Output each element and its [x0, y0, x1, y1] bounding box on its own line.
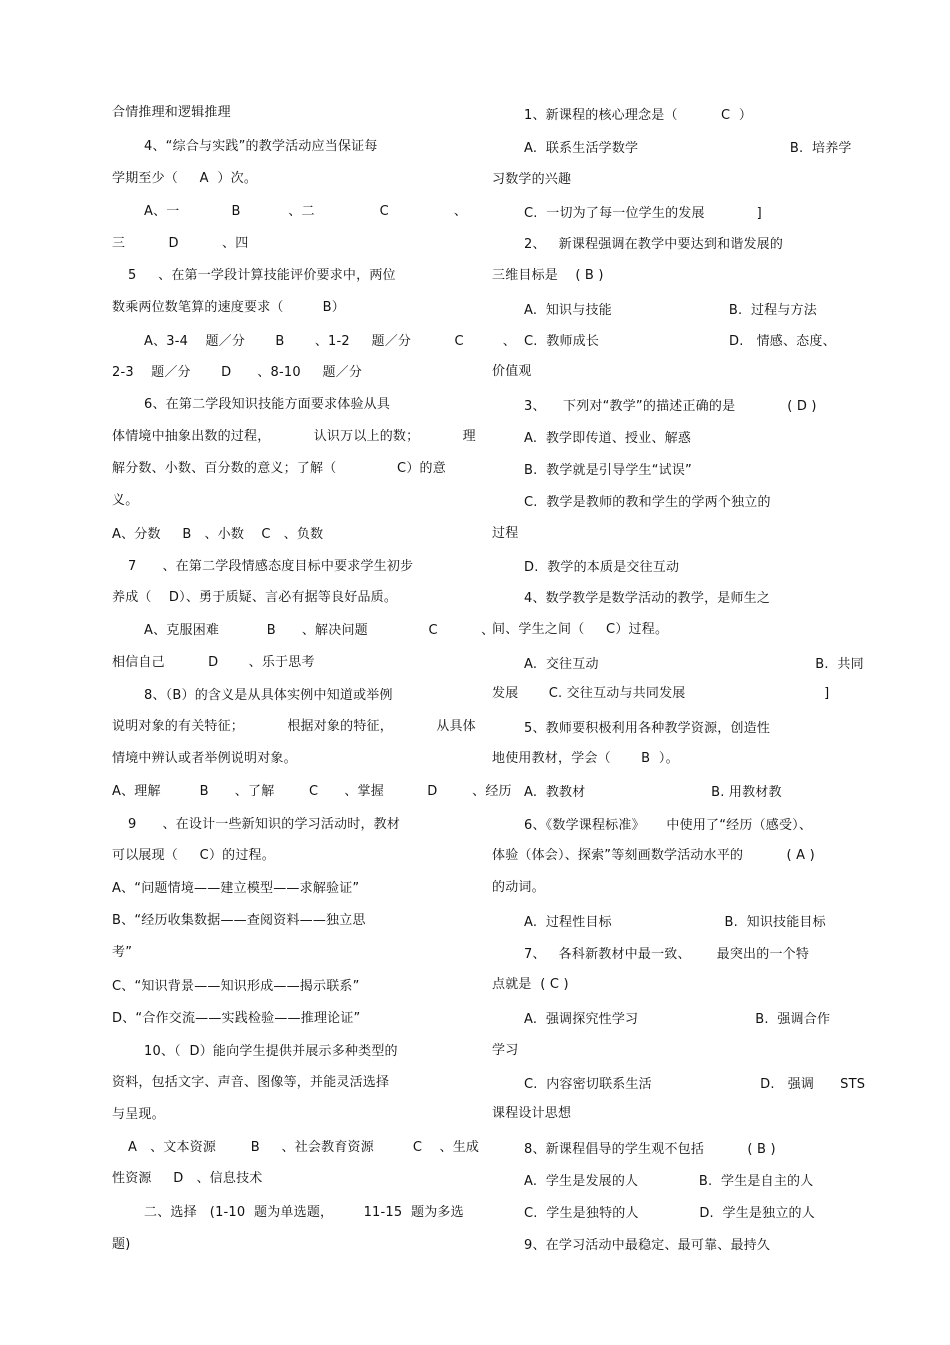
left-column-line: 7 、在第二学段情感态度目标中要求学生初步 [128, 559, 414, 574]
right-column-line: A. 教学即传道、授业、解惑 [524, 431, 692, 446]
left-column-line: 可以展现（ C）的过程。 [112, 848, 275, 863]
left-column-line: 合情推理和逻辑推理 [112, 105, 231, 120]
right-column-line: 习数学的兴趣 [492, 172, 572, 187]
left-column-line: A、“问题情境——建立模型——求解验证” [112, 881, 360, 896]
left-column-line: 2-3 题／分 D 、8-10 题／分 [112, 365, 363, 380]
right-column-line: A. 联系生活学数学 B. 培养学 [524, 141, 852, 156]
left-column-line: A 、文本资源 B 、社会教育资源 C 、生成 [128, 1140, 480, 1155]
right-column-line: A. 强调探究性学习 B. 强调合作 [524, 1012, 831, 1027]
right-column-line: A. 知识与技能 B. 过程与方法 [524, 303, 817, 318]
right-column-line: 三维目标是 ( B ) [492, 268, 604, 283]
left-column-line: 说明对象的有关特征； 根据对象的特征， 从具体 [112, 719, 476, 734]
right-column-line: 3、 下列对“教学”的描述正确的是 ( D ) [524, 399, 817, 414]
left-column-line: 8、（B）的含义是从具体实例中知道或举例 [144, 688, 393, 703]
left-column-line: 义。 [112, 493, 139, 508]
left-column-line: 4、“综合与实践”的教学活动应当保证每 [144, 139, 378, 154]
left-column-line: A、克服困难 B 、解决问题 C 、 [144, 623, 495, 638]
right-column-line: A. 教教材 B. 用教材教 [524, 785, 782, 800]
left-column-line: 相信自己 D 、乐于思考 [112, 655, 315, 670]
right-column-line: 过程 [492, 526, 519, 541]
left-column-line: 考” [112, 945, 133, 960]
right-column-line: 发展 C. 交往互动与共同发展 ] [492, 686, 830, 701]
right-column-line: 9、在学习活动中最稳定、最可靠、最持久 [524, 1238, 771, 1253]
left-column-line: A、一 B 、二 C 、 [144, 204, 468, 219]
right-column-line: C. 教学是教师的教和学生的学两个独立的 [524, 495, 771, 510]
left-column-line: 数乘两位数笔算的速度要求（ B） [112, 300, 345, 315]
left-column-line: A、理解 B 、了解 C 、掌握 D 、经历 [112, 784, 512, 799]
right-column-line: C. 内容密切联系生活 D. 强调 STS [524, 1077, 866, 1092]
right-column-line: C. 教师成长 D. 情感、态度、 [524, 334, 836, 349]
right-column-line: 间、学生之间（ C）过程。 [492, 622, 669, 637]
left-column-line: 学期至少（ A ）次。 [112, 171, 258, 186]
left-column-line: 二、选择 (1-10 题为单选题， 11-15 题为多选 [144, 1205, 464, 1220]
right-column-line: 体验（体会）、探索”等刻画数学活动水平的 ( A ) [492, 848, 815, 863]
left-column-line: 题) [112, 1237, 131, 1252]
right-column-line: 点就是 ( C ) [492, 977, 569, 992]
left-column-line: B、“经历收集数据——查阅资料——独立思 [112, 913, 366, 928]
right-column [492, 0, 866, 1345]
left-column-line: 与呈现。 [112, 1107, 165, 1122]
left-column-line: 体情境中抽象出数的过程， 认识万以上的数； 理 [112, 429, 476, 444]
left-column-line: 6、在第二学段知识技能方面要求体验从具 [144, 397, 391, 412]
right-column-line: C. 一切为了每一位学生的发展 ] [524, 206, 762, 221]
right-column-line: 1、新课程的核心理念是（ C ） [524, 108, 753, 123]
left-column-line: A、分数 B 、小数 C 、负数 [112, 527, 324, 542]
left-column-line: D、“合作交流——实践检验——推理论证” [112, 1011, 361, 1026]
right-column-line: 2、 新课程强调在教学中要达到和谐发展的 [524, 237, 784, 252]
left-column-line: 资料，包括文字、声音、图像等，并能灵活选择 [112, 1075, 390, 1090]
left-column-line: A、3-4 题／分 B 、1-2 题／分 C 、 [144, 334, 516, 349]
right-column-line: 课程设计思想 [492, 1106, 572, 1121]
right-column-line: A. 过程性目标 B. 知识技能目标 [524, 915, 826, 930]
right-column-line: 8、新课程倡导的学生观不包括 ( B ) [524, 1142, 776, 1157]
left-column-line: C、“知识背景——知识形成——揭示联系” [112, 979, 360, 994]
left-column-line: 三 D 、四 [112, 236, 249, 251]
left-column-line: 9 、在设计一些新知识的学习活动时，教材 [128, 817, 401, 832]
right-column-line: 的动词。 [492, 880, 545, 895]
left-column-line: 5 、在第一学段计算技能评价要求中，两位 [128, 268, 396, 283]
right-column-line: 7、 各科新教材中最一致、 最突出的一个特 [524, 947, 810, 962]
right-column-line: 学习 [492, 1043, 519, 1058]
left-column-line: 情境中辨认或者举例说明对象。 [112, 751, 297, 766]
right-column-line: 6、《数学课程标准》 中使用了“经历（感受）、 [524, 818, 813, 833]
right-column-line: 地使用教材，学会（ B ）。 [492, 751, 679, 766]
left-column-line: 解分数、小数、百分数的意义；了解（ C）的意 [112, 461, 446, 476]
right-column-line: A. 交往互动 B. 共同 [524, 657, 864, 672]
left-column-line: 养成（ D）、勇于质疑、言必有据等良好品质。 [112, 590, 398, 605]
right-column-line: C. 学生是独特的人 D. 学生是独立的人 [524, 1206, 815, 1221]
left-column-line: 10、（ D）能向学生提供并展示多种类型的 [144, 1044, 398, 1059]
left-column-line: 性资源 D 、信息技术 [112, 1171, 263, 1186]
right-column-line: 5、教师要积极利用各种教学资源，创造性 [524, 721, 771, 736]
right-column-line: 价值观 [492, 364, 532, 379]
right-column-line: A. 学生是发展的人 B. 学生是自主的人 [524, 1174, 814, 1189]
right-column-line: B. 教学就是引导学生“试误” [524, 463, 692, 478]
right-column-line: 4、数学教学是数学活动的教学，是师生之 [524, 591, 771, 606]
right-column-line: D. 教学的本质是交往互动 [524, 560, 680, 575]
